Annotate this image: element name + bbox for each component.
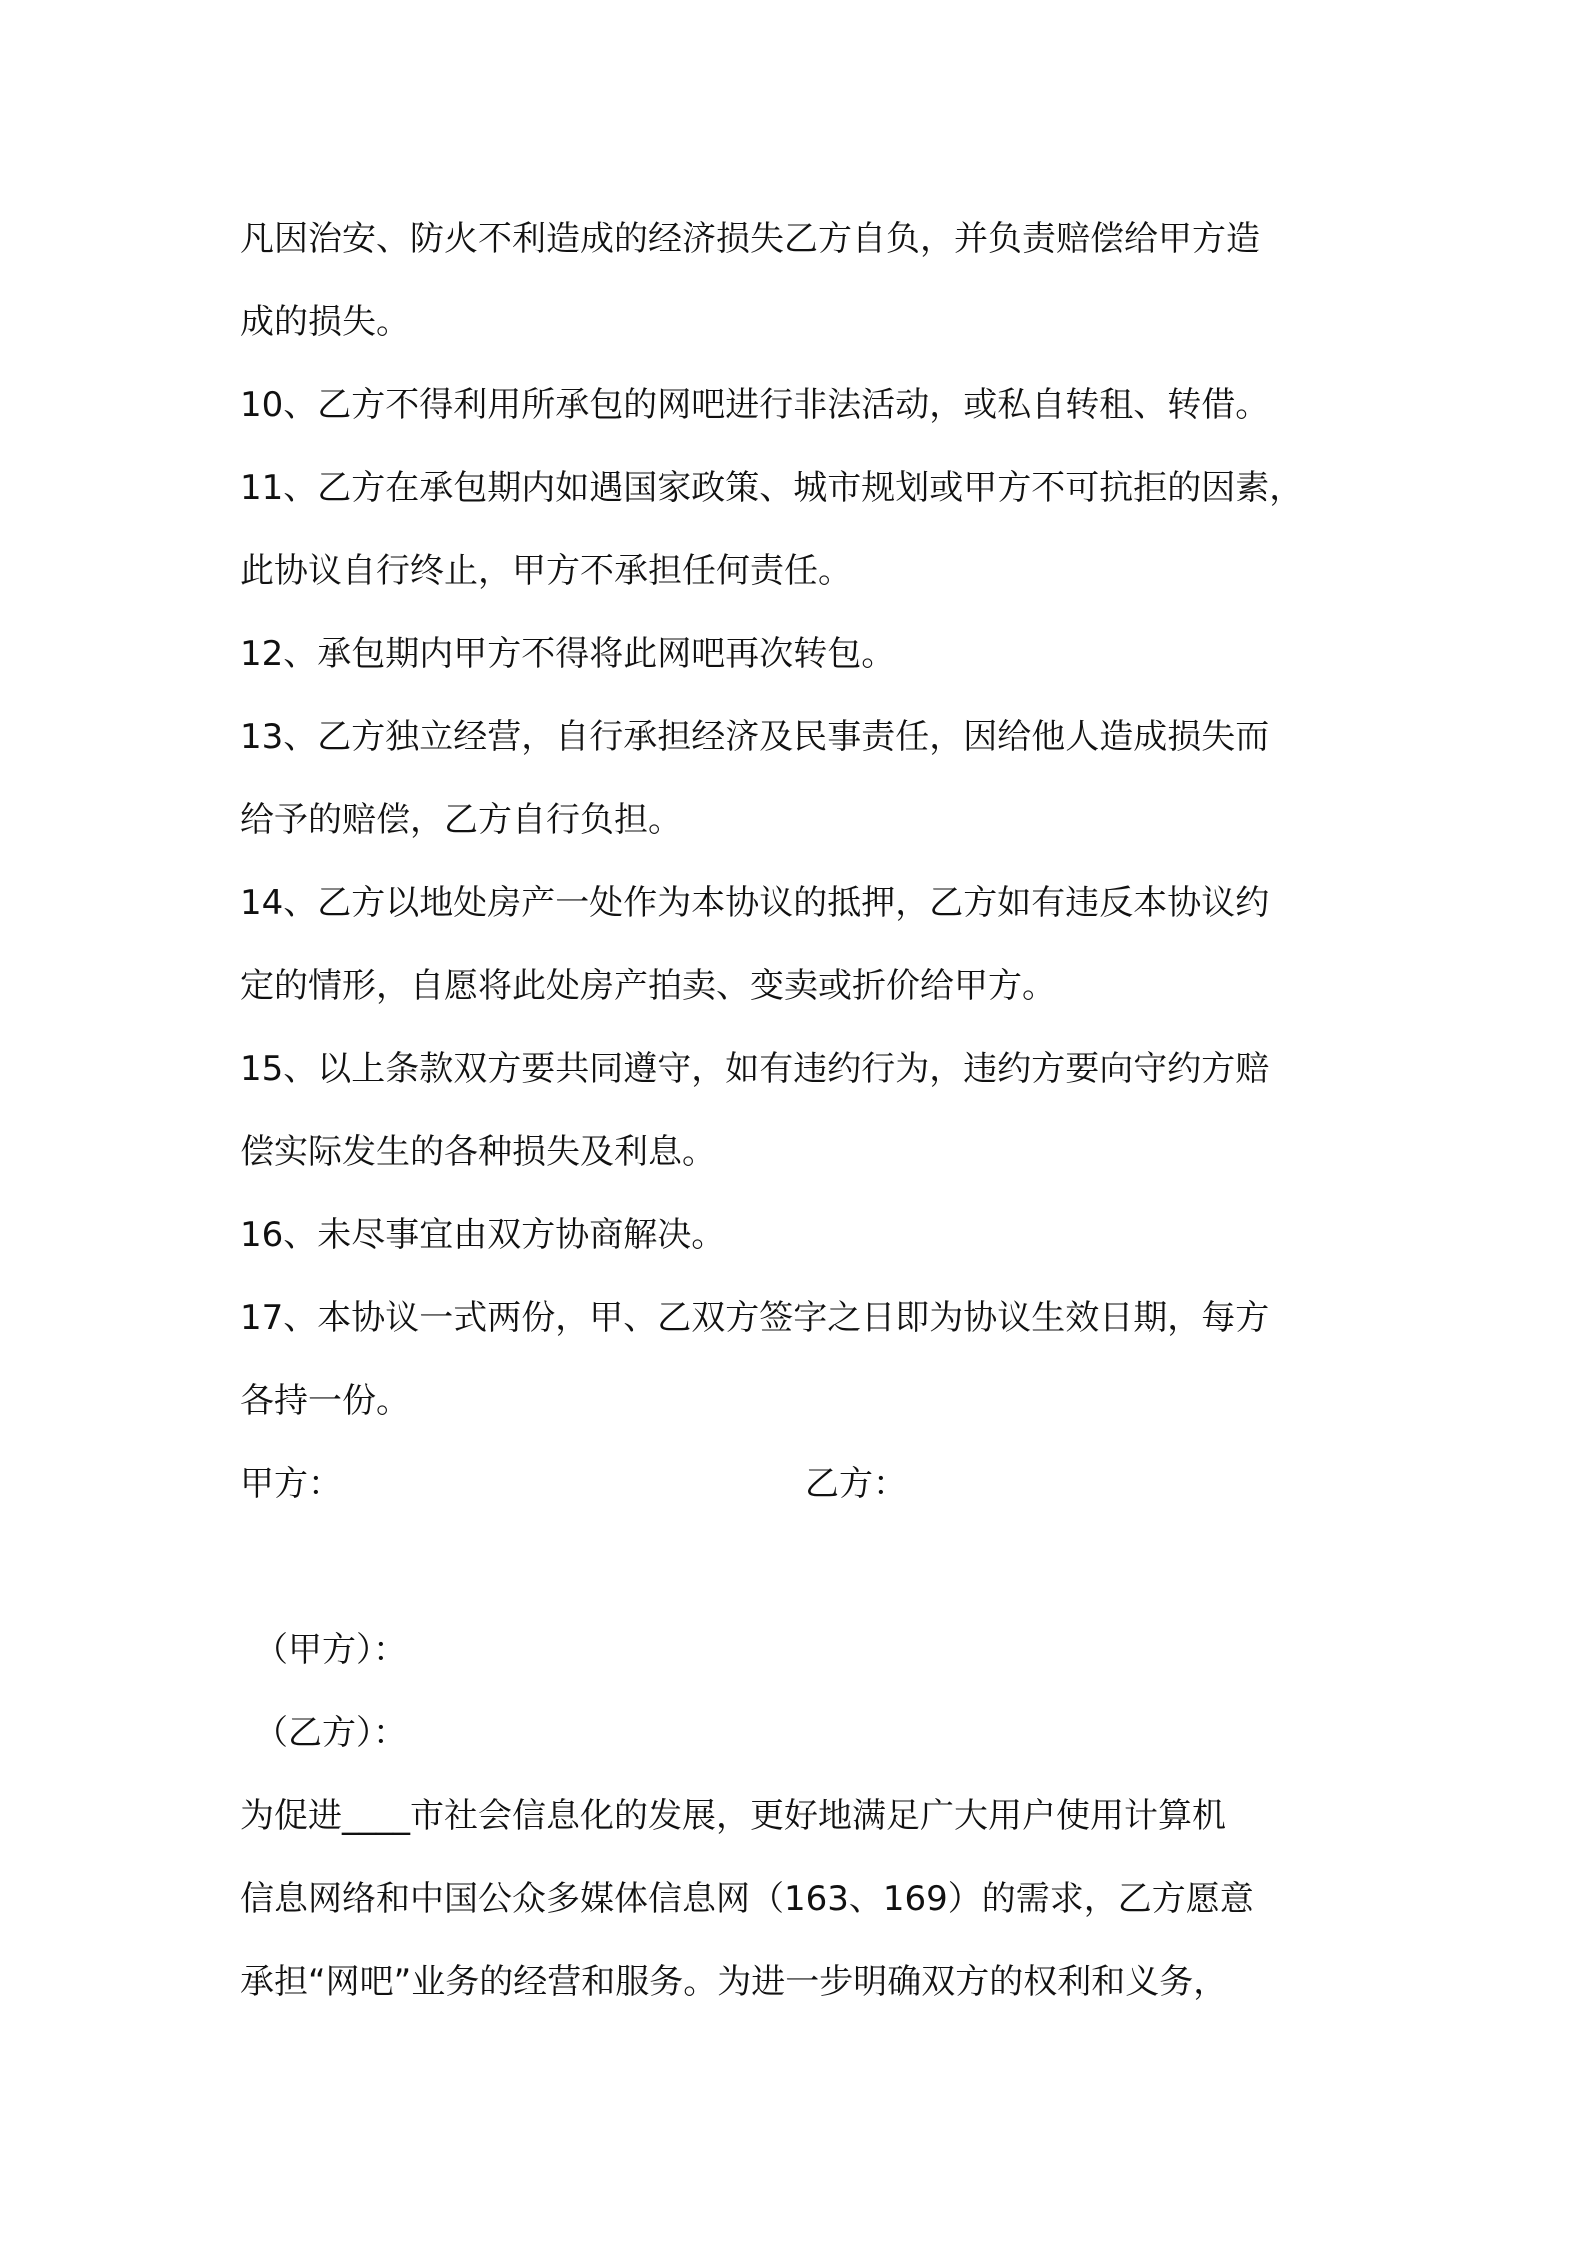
blank-space bbox=[240, 1526, 1360, 1609]
paragraph-line: 偿实际发生的各种损失及利息。 bbox=[240, 1132, 716, 1172]
document-body bbox=[240, 198, 1360, 2024]
clause-16: 16、未尽事宜由双方协商解决。 bbox=[240, 1215, 726, 1255]
clause-15: 15、以上条款双方要共同遵守，如有违约行为，违约方要向守约方赔 bbox=[240, 1049, 1270, 1089]
intro-paragraph-line: 信息网络和中国公众多媒体信息网（163、169）的需求，乙方愿意 bbox=[240, 1879, 1254, 1919]
paragraph-line: 定的情形，自愿将此处房产拍卖、变卖或折价给甲方。 bbox=[240, 966, 1056, 1006]
signature-row bbox=[240, 1443, 1360, 1526]
paragraph-line: 各持一份。 bbox=[240, 1381, 410, 1421]
paragraph-line: 凡因治安、防火不利造成的经济损失乙方自负，并负责赔偿给甲方造 bbox=[240, 219, 1260, 259]
paragraph-line: 成的损失。 bbox=[240, 302, 410, 342]
clause-11: 11、乙方在承包期内如遇国家政策、城市规划或甲方不可抗拒的因素， bbox=[240, 468, 1304, 508]
paragraph-line: 此协议自行终止，甲方不承担任何责任。 bbox=[240, 551, 852, 591]
paragraph-line: 给予的赔偿，乙方自行负担。 bbox=[240, 800, 682, 840]
clause-10: 10、乙方不得利用所承包的网吧进行非法活动，或私自转租、转借。 bbox=[240, 385, 1270, 425]
clause-13: 13、乙方独立经营，自行承担经济及民事责任，因给他人造成损失而 bbox=[240, 717, 1270, 757]
party-a-label: （甲方）： bbox=[254, 1630, 407, 1670]
clause-14: 14、乙方以地处房产一处作为本协议的抵押，乙方如有违反本协议约 bbox=[240, 883, 1270, 923]
party-b-label: （乙方）： bbox=[254, 1713, 407, 1753]
party-b-signature-label: 乙方： bbox=[805, 1464, 907, 1504]
intro-paragraph-line: 承担“网吧”业务的经营和服务。为进一步明确双方的权利和义务， bbox=[240, 1962, 1228, 2002]
clause-17: 17、本协议一式两份，甲、乙双方签字之日即为协议生效日期，每方 bbox=[240, 1298, 1270, 1338]
clause-12: 12、承包期内甲方不得将此网吧再次转包。 bbox=[240, 634, 896, 674]
intro-paragraph-line: 为促进____市社会信息化的发展，更好地满足广大用户使用计算机 bbox=[240, 1796, 1226, 1836]
party-a-signature-label: 甲方： bbox=[240, 1464, 342, 1504]
